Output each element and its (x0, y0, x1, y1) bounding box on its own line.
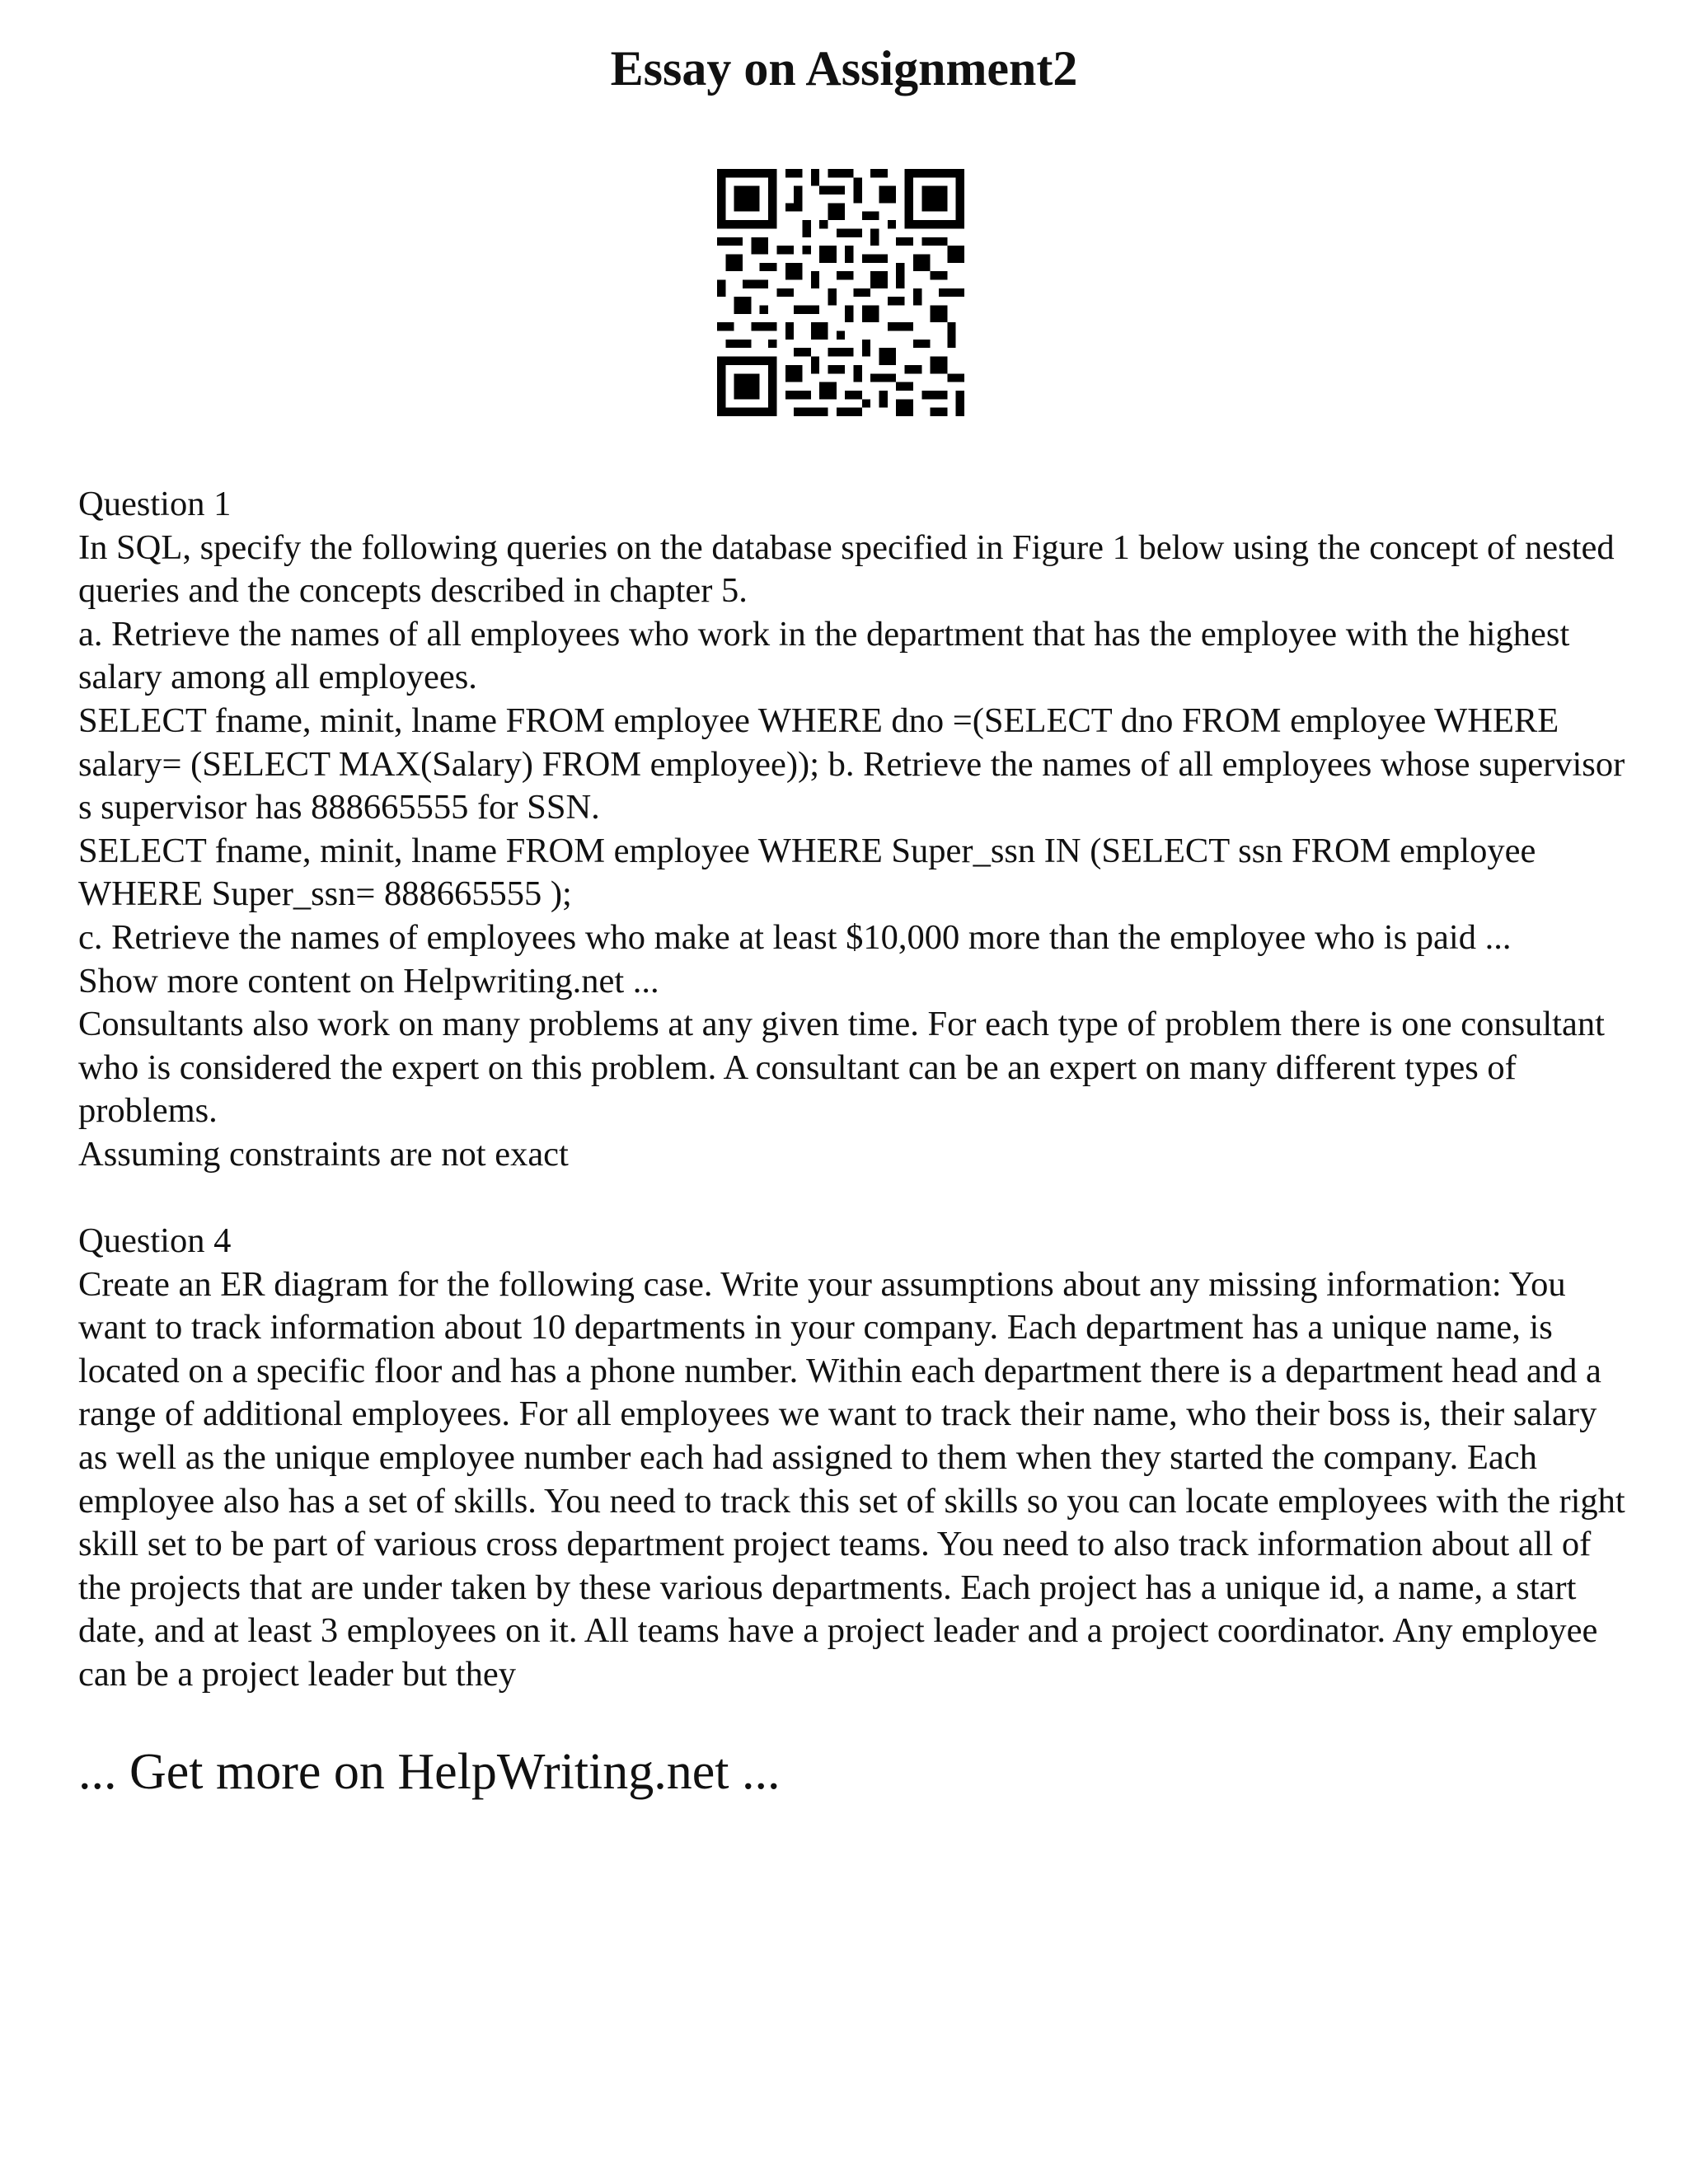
question1-part-a: a. Retrieve the names of all employees who work in the department that has the employee with the highest salary among all employees. (78, 614, 1570, 697)
show-more-link[interactable]: Show more content on Helpwriting.net ... (78, 961, 659, 1001)
document-body (78, 483, 1628, 1697)
qr-code-image (717, 169, 964, 416)
paragraph-gap (78, 1177, 1628, 1221)
question4-heading: Question 4 (78, 1221, 232, 1261)
question1-text: In SQL, specify the following queries on the database specified in Figure 1 below using the concept of nested queries and the concepts described in chapter 5. (78, 527, 1615, 611)
consultants-paragraph: Consultants also work on many problems at any given time. For each type of problem there is one consultant who is considered the expert on this problem. A consultant can be an expert on many different types of problems. (78, 1005, 1605, 1131)
question4-text: Create an ER diagram for the following case. Write your assumptions about any missing information: You want to track information about 10 departments in your company. Each department has a unique name, is located on a specific floor and has a phone number. Within each department there is a department head and a range of additional employees. For all employees we want to track their name, who their boss is, their salary as well as the unique employee number each had assigned to them when they started the company. Each employee also has a set of skills. You need to track this set of skills so you can locate employees with the right skill set to be part of various cross department project teams. You need to also track information about all of the projects that are under taken by these various departments. Each project has a unique id, a name, a start date, and at least 3 employees on it. All teams have a project leader and a project coordinator. Any employee can be a project leader but they (78, 1264, 1625, 1694)
document-title: Essay on Assignment2 (610, 41, 1078, 96)
question1-sql-b: SELECT fname, minit, lname FROM employee WHERE Super_ssn IN (SELECT ssn FROM employee WHERE Super_ssn= 888665555 ); (78, 831, 1536, 914)
question1-part-c: c. Retrieve the names of employees who make at least $10,000 more than the employee who is paid ... (78, 917, 1512, 957)
assuming-paragraph: Assuming constraints are not exact (78, 1134, 569, 1174)
get-more-link[interactable]: ... Get more on HelpWriting.net ... (78, 1744, 781, 1800)
question1-heading: Question 1 (78, 485, 232, 523)
question1-sql-a: SELECT fname, minit, lname FROM employee WHERE dno =(SELECT dno FROM employee WHERE salary= (SELECT MAX(Salary) FROM employee)); b. Retrieve the names of all employees whose supervisor s supervisor has 888665555 for SSN. (78, 701, 1625, 827)
